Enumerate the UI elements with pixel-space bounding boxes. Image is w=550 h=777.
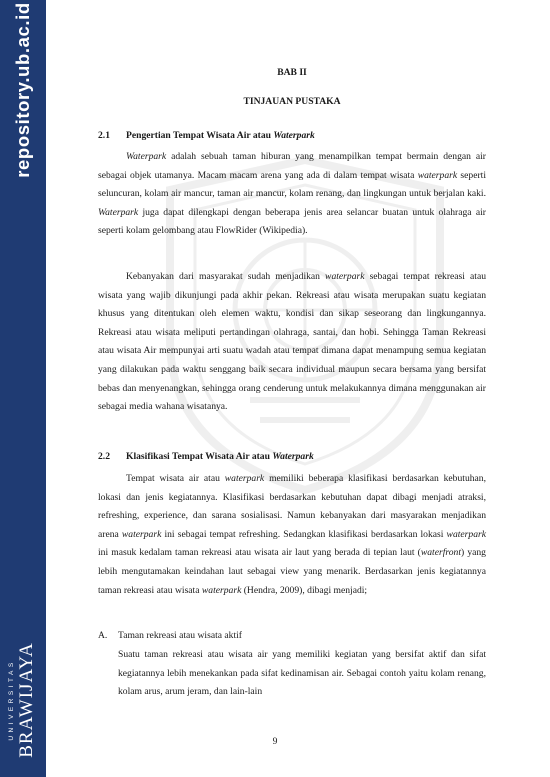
italic-term: waterfront	[420, 547, 462, 559]
text-run: Tempat wisata air atau	[126, 473, 225, 484]
section-heading-2-2	[98, 448, 486, 467]
text-run: ini masuk kedalam taman rekreasi atau wisata air laut yang berada di tepian laut (	[98, 547, 421, 559]
italic-term: Waterpark	[126, 151, 167, 162]
text-run: memiliki beberapa klasifikasi berdasarkan kebutuhan, lokasi dan jenis kegiatannya. Klasifikasi berdasarkan kebutuhan dapat dibagi menjadi atraksi, refreshing, experience, dan sarana sosialisasi. Namun kebanyakan dari masyarakan menjadikan arena	[98, 473, 486, 540]
text-run: juga dapat dilengkapi dengan beberapa jenis area selancar buatan untuk olahraga air seperti kolam gelombang atau FlowRider (Wikipedia).	[98, 206, 486, 237]
list-item-label: A.	[98, 630, 108, 641]
section-title-italic: Waterpark	[273, 130, 315, 141]
section-number: 2.2	[98, 451, 110, 462]
italic-term: waterpark	[201, 584, 242, 596]
section-title-italic: Waterpark	[272, 451, 314, 462]
italic-term: waterpark	[417, 169, 458, 181]
section-number: 2.1	[98, 130, 110, 141]
text-run: ini sebagai tempat refreshing. Sedangkan klasifikasi berdasarkan lokasi	[161, 528, 447, 540]
italic-term: Waterpark	[98, 206, 139, 218]
text-run: Kebanyakan dari masyarakat sudah menjadikan	[126, 271, 326, 282]
repository-url: repository.ub.ac.id	[12, 2, 33, 178]
university-label: UNIVERSITAS	[8, 659, 15, 741]
section-title: Pengertian Tempat Wisata Air atau	[126, 130, 274, 141]
text-run: sebagai tempat rekreasi atau wisata yang wajib dikunjungi pada akhir pekan. Rekreasi atau wisata merupakan suatu kegiatan khusus yang ditentukan oleh elemen waktu, kondisi dan sikap seseorang dan lingkungannya. Rekreasi atau wisata meliputi pertandingan olahraga, santai, dan hobi. Sehingga Taman Rekreasi atau wisata Air mempunyai arti suatu wadah atau tempat dimana dapat menampung semua kegiatan yang dilakukan pada waktu senggang baik secara individual maupun secara bersama yang bersifat bebas dan menyenangkan, sehingga orang cenderung untuk melakukannya dimana menggunakan air sebagai media wahana wisatanya.	[98, 271, 486, 413]
text-run: ) yang lebih mengutamakan keindahan laut sebagai view yang menarik. Berdasarkan jenis kegiatannya taman rekreasi atau wisata	[98, 547, 486, 596]
paragraph	[98, 148, 486, 241]
text-run: adalah sebuah taman hiburan yang menampilkan tempat bermain dengan air sebagai objek utamanya. Macam macam arena yang ada di dalam tempat wisata	[98, 151, 486, 181]
list-item-title: Taman rekreasi atau wisata aktif	[118, 630, 242, 641]
chapter-title: TINJAUAN PUSTAKA	[243, 96, 341, 107]
text-run: seperti seluncuran, kolam air mancur, taman air mancur, kolam renang, dan lingkungan untuk berjalan kaki.	[98, 169, 486, 200]
italic-term: waterpark	[325, 271, 365, 282]
page-number: 9	[272, 736, 278, 747]
list-item-text: Suatu taman rekreasi atau wisata air yang memiliki kegiatan yang bersifat aktif dan sifat kegiatannya lebih menekankan pada sifat kedinamisan air. Sebagai contoh yaitu kolam renang, kolam arus, arum jeram, dan lain-lain	[118, 649, 486, 698]
section-title: Klasifikasi Tempat Wisata Air atau	[126, 451, 273, 462]
italic-term: waterpark	[446, 528, 486, 540]
list-item-a	[98, 627, 486, 646]
italic-term: waterpark	[224, 473, 265, 484]
text-run: (Hendra, 2009), dibagi menjadi;	[241, 584, 368, 596]
paragraph	[98, 268, 486, 417]
chapter-label: BAB II	[277, 67, 307, 78]
sidebar-banner	[0, 0, 46, 777]
university-name: BRAWIJAYA	[16, 642, 37, 758]
italic-term: waterpark	[121, 528, 162, 540]
paragraph	[98, 470, 486, 600]
section-heading-2-1	[98, 127, 486, 146]
